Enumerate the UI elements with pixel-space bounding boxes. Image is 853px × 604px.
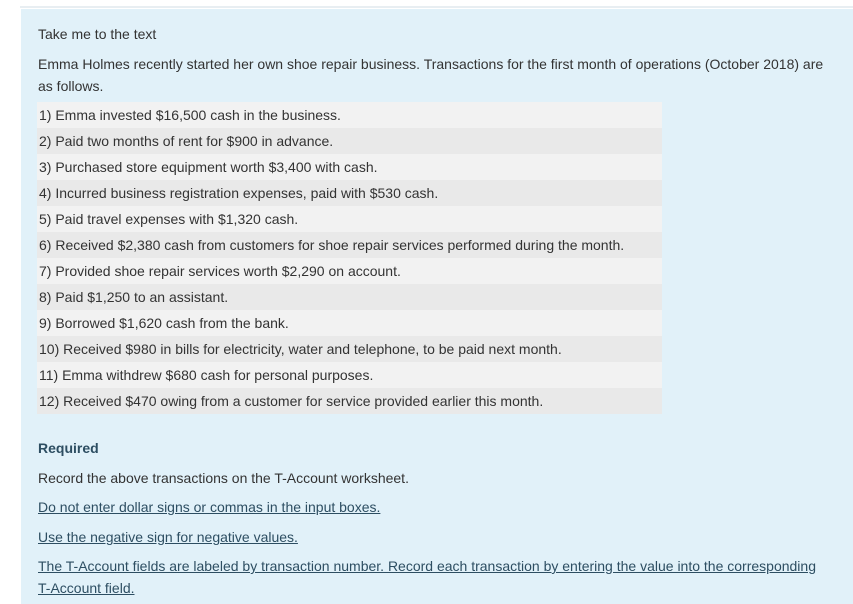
required-heading: Required [38,440,99,456]
transaction-item: 8) Paid $1,250 to an assistant. [37,284,662,310]
take-me-to-text-link[interactable]: Take me to the text [38,26,157,42]
intro-paragraph: Emma Holmes recently started her own shoe repair business. Transactions for the first month of operations (October 2018) are as follows. [38,56,824,94]
transaction-item: 1) Emma invested $16,500 cash in the business. [37,102,662,128]
note-no-dollar-signs: Do not enter dollar signs or commas in the input boxes. [38,499,381,515]
panel-top-edge [20,6,853,8]
transaction-item: 12) Received $470 owing from a customer for service provided earlier this month. [37,388,662,414]
top-strip [0,0,853,9]
required-instruction: Record the above transactions on the T-Account worksheet. [38,470,409,486]
transaction-item: 2) Paid two months of rent for $900 in advance. [37,128,662,154]
transaction-item: 7) Provided shoe repair services worth $2,290 on account. [37,258,662,284]
transaction-item: 10) Received $980 in bills for electricity, water and telephone, to be paid next month. [37,336,662,362]
transaction-item: 6) Received $2,380 cash from customers for shoe repair services performed during the month. [37,232,662,258]
transaction-item: 11) Emma withdrew $680 cash for personal purposes. [37,362,662,388]
question-panel [21,9,853,604]
transaction-item: 3) Purchased store equipment worth $3,400 with cash. [37,154,662,180]
transaction-item: 9) Borrowed $1,620 cash from the bank. [37,310,662,336]
transaction-item: 5) Paid travel expenses with $1,320 cash. [37,206,662,232]
transactions-list [37,102,662,414]
transaction-item: 4) Incurred business registration expenses, paid with $530 cash. [37,180,662,206]
note-t-account-fields: The T-Account fields are labeled by transaction number. Record each transaction by entering the value into the corresponding T-Account field. [38,558,816,596]
note-negative-sign: Use the negative sign for negative values. [38,529,298,545]
